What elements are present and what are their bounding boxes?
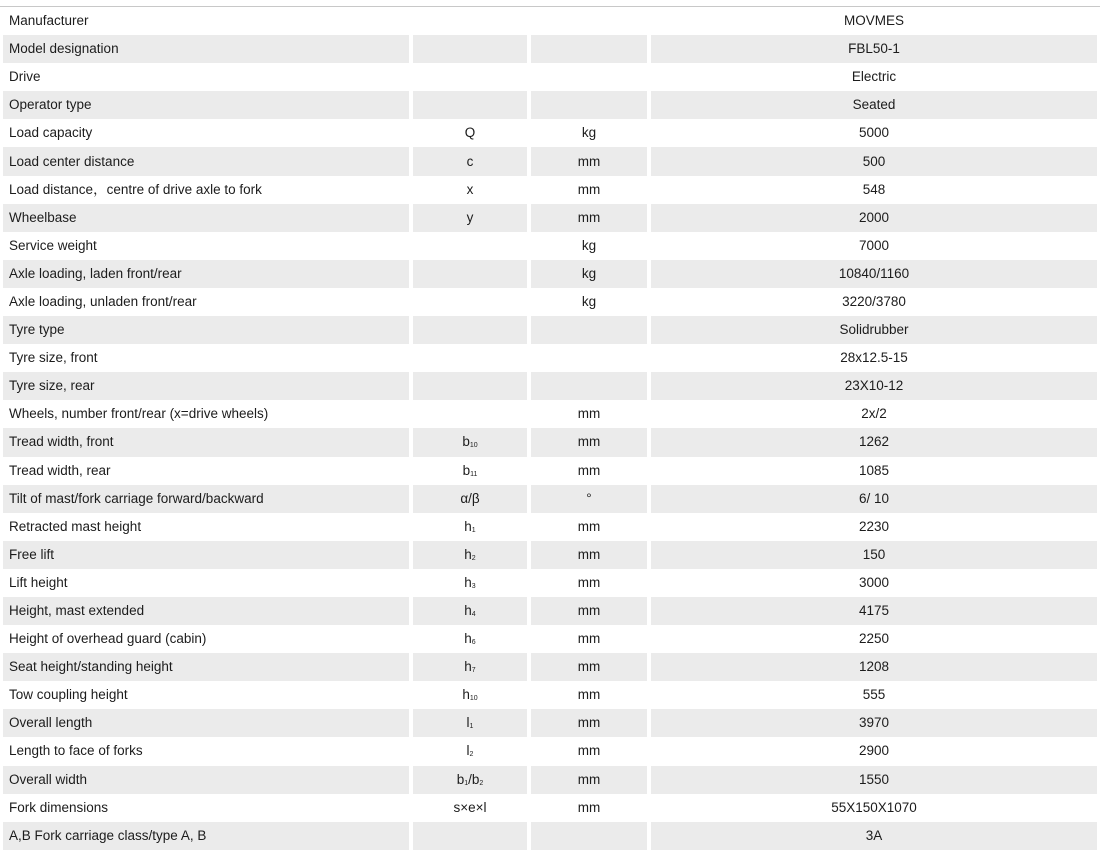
spec-label: Overall length (3, 709, 413, 737)
spec-unit: mm (531, 794, 651, 822)
symbol-base: h (464, 603, 472, 619)
spec-symbol (413, 513, 531, 541)
spec-value: 10840/1160 (651, 260, 1097, 288)
spec-unit: kg (531, 288, 651, 316)
spec-symbol (413, 569, 531, 597)
spec-value: 5000 (651, 119, 1097, 147)
spec-unit: mm (531, 569, 651, 597)
symbol-base: /b (468, 771, 480, 787)
spec-unit: kg (531, 232, 651, 260)
spec-row (3, 35, 1097, 63)
symbol-base: b (462, 462, 471, 478)
spec-label: Axle loading, laden front/rear (3, 260, 413, 288)
spec-value: 55X150X1070 (651, 794, 1097, 822)
spec-symbol (413, 91, 531, 119)
spec-symbol (413, 737, 531, 765)
spec-symbol (413, 344, 531, 372)
spec-symbol (413, 597, 531, 625)
spec-unit: mm (531, 400, 651, 428)
spec-row (3, 147, 1097, 175)
symbol-base: b (456, 771, 465, 787)
spec-symbol (413, 7, 531, 35)
spec-label: Load distance，centre of drive axle to fork (3, 176, 413, 204)
spec-value: 23X10-12 (651, 372, 1097, 400)
spec-label: Wheelbase (3, 204, 413, 232)
spec-value: 7000 (651, 232, 1097, 260)
spec-symbol (413, 457, 531, 485)
spec-label: Operator type (3, 91, 413, 119)
spec-label: Tilt of mast/fork carriage forward/backward (3, 485, 413, 513)
spec-label: Tow coupling height (3, 681, 413, 709)
spec-symbol (413, 35, 531, 63)
symbol-subscript: 1 (471, 526, 476, 534)
symbol-base: l (466, 715, 470, 731)
spec-symbol (413, 766, 531, 794)
spec-unit (531, 372, 651, 400)
spec-symbol: α/β (413, 485, 531, 513)
symbol-subscript: 3 (471, 582, 476, 590)
symbol-base: h (464, 546, 472, 562)
spec-symbol (413, 541, 531, 569)
spec-label: Tread width, front (3, 428, 413, 456)
spec-value: 2250 (651, 625, 1097, 653)
spec-unit: ° (531, 485, 651, 513)
spec-unit (531, 822, 651, 850)
spec-value: 3970 (651, 709, 1097, 737)
spec-table-body (3, 7, 1097, 850)
spec-unit: mm (531, 457, 651, 485)
spec-label: Wheels, number front/rear (x=drive wheels) (3, 400, 413, 428)
spec-label: Overall width (3, 766, 413, 794)
spec-symbol: s×e×l (413, 794, 531, 822)
spec-unit: kg (531, 119, 651, 147)
symbol-base: h (464, 574, 472, 590)
spec-row (3, 91, 1097, 119)
spec-symbol (413, 63, 531, 91)
spec-value: Seated (651, 91, 1097, 119)
spec-symbol (413, 428, 531, 456)
spec-symbol (413, 709, 531, 737)
spec-row (3, 260, 1097, 288)
spec-label: Tread width, rear (3, 457, 413, 485)
spec-row (3, 428, 1097, 456)
spec-label: Model designation (3, 35, 413, 63)
spec-unit: mm (531, 513, 651, 541)
spec-label: Tyre size, rear (3, 372, 413, 400)
spec-value: 1208 (651, 653, 1097, 681)
spec-label: Manufacturer (3, 7, 413, 35)
spec-label: Drive (3, 63, 413, 91)
spec-label: Load capacity (3, 119, 413, 147)
spec-symbol: y (413, 204, 531, 232)
spec-unit (531, 63, 651, 91)
spec-label: Free lift (3, 541, 413, 569)
symbol-subscript: 2 (469, 751, 474, 759)
spec-value: MOVMES (651, 7, 1097, 35)
spec-row (3, 457, 1097, 485)
symbol-base: h (464, 631, 472, 647)
spec-row (3, 63, 1097, 91)
spec-row (3, 176, 1097, 204)
spec-symbol: x (413, 176, 531, 204)
spec-symbol (413, 232, 531, 260)
spec-unit: mm (531, 737, 651, 765)
spec-row (3, 119, 1097, 147)
spec-symbol (413, 681, 531, 709)
spec-value: 2900 (651, 737, 1097, 765)
spec-value: Electric (651, 63, 1097, 91)
spec-unit (531, 91, 651, 119)
spec-row (3, 513, 1097, 541)
spec-value: 2000 (651, 204, 1097, 232)
spec-unit (531, 35, 651, 63)
symbol-subscript: 11 (470, 470, 478, 478)
spec-unit: mm (531, 428, 651, 456)
spec-unit (531, 344, 651, 372)
spec-label: Axle loading, unladen front/rear (3, 288, 413, 316)
spec-row (3, 204, 1097, 232)
spec-symbol (413, 316, 531, 344)
symbol-base: b (462, 434, 470, 450)
spec-value: FBL50-1 (651, 35, 1097, 63)
spec-label: Tyre size, front (3, 344, 413, 372)
spec-row (3, 766, 1097, 794)
spec-row (3, 372, 1097, 400)
spec-value: 1550 (651, 766, 1097, 794)
spec-unit: mm (531, 653, 651, 681)
spec-unit: mm (531, 541, 651, 569)
spec-row (3, 625, 1097, 653)
symbol-subscript: 4 (471, 611, 476, 619)
spec-label: Fork dimensions (3, 794, 413, 822)
spec-value: 1085 (651, 457, 1097, 485)
spec-symbol (413, 653, 531, 681)
spec-row (3, 737, 1097, 765)
spec-row (3, 288, 1097, 316)
symbol-subscript: 2 (479, 779, 484, 787)
spec-unit (531, 316, 651, 344)
spec-value: 4175 (651, 597, 1097, 625)
spec-value: Solidrubber (651, 316, 1097, 344)
spec-row (3, 569, 1097, 597)
symbol-subscript: 10 (469, 695, 478, 703)
spec-unit: mm (531, 204, 651, 232)
spec-symbol (413, 625, 531, 653)
spec-row (3, 7, 1097, 35)
symbol-base: h (464, 659, 472, 675)
spec-unit: mm (531, 176, 651, 204)
spec-value: 3000 (651, 569, 1097, 597)
spec-symbol (413, 400, 531, 428)
symbol-subscript: 2 (471, 554, 476, 562)
symbol-subscript: 1 (464, 779, 469, 787)
spec-value: 1262 (651, 428, 1097, 456)
spec-value: 2230 (651, 513, 1097, 541)
symbol-base: l (466, 743, 470, 759)
symbol-subscript: 7 (471, 667, 476, 675)
spec-row (3, 681, 1097, 709)
spec-value: 3220/3780 (651, 288, 1097, 316)
spec-unit: mm (531, 681, 651, 709)
spec-row (3, 822, 1097, 850)
spec-row (3, 653, 1097, 681)
spec-value: 555 (651, 681, 1097, 709)
spec-label: Height of overhead guard (cabin) (3, 625, 413, 653)
spec-row (3, 709, 1097, 737)
spec-unit: kg (531, 260, 651, 288)
spec-row (3, 794, 1097, 822)
spec-unit: mm (531, 625, 651, 653)
spec-row (3, 400, 1097, 428)
spec-row (3, 541, 1097, 569)
symbol-base: h (464, 518, 472, 534)
spec-value: 548 (651, 176, 1097, 204)
spec-value: 2x/2 (651, 400, 1097, 428)
spec-unit: mm (531, 766, 651, 794)
spec-table (3, 7, 1097, 850)
spec-symbol (413, 822, 531, 850)
spec-unit: mm (531, 709, 651, 737)
symbol-subscript: 10 (469, 442, 478, 450)
spec-unit: mm (531, 147, 651, 175)
spec-row (3, 597, 1097, 625)
symbol-subscript: 6 (471, 639, 476, 647)
spec-label: Seat height/standing height (3, 653, 413, 681)
spec-unit (531, 7, 651, 35)
spec-row (3, 485, 1097, 513)
spec-row (3, 316, 1097, 344)
spec-symbol: c (413, 147, 531, 175)
spec-symbol (413, 260, 531, 288)
symbol-base: h (462, 687, 470, 703)
symbol-subscript: 1 (469, 723, 474, 731)
spec-label: A,B Fork carriage class/type A, B (3, 822, 413, 850)
spec-symbol (413, 288, 531, 316)
spec-label: Service weight (3, 232, 413, 260)
spec-value: 500 (651, 147, 1097, 175)
spec-label: Retracted mast height (3, 513, 413, 541)
spec-label: Height, mast extended (3, 597, 413, 625)
spec-label: Load center distance (3, 147, 413, 175)
spec-symbol (413, 372, 531, 400)
spec-row (3, 232, 1097, 260)
spec-value: 28x12.5-15 (651, 344, 1097, 372)
spec-label: Tyre type (3, 316, 413, 344)
spec-unit: mm (531, 597, 651, 625)
spec-value: 3A (651, 822, 1097, 850)
spec-value: 150 (651, 541, 1097, 569)
spec-row (3, 344, 1097, 372)
spec-label: Length to face of forks (3, 737, 413, 765)
spec-label: Lift height (3, 569, 413, 597)
spec-value: 6/ 10 (651, 485, 1097, 513)
spec-symbol: Q (413, 119, 531, 147)
